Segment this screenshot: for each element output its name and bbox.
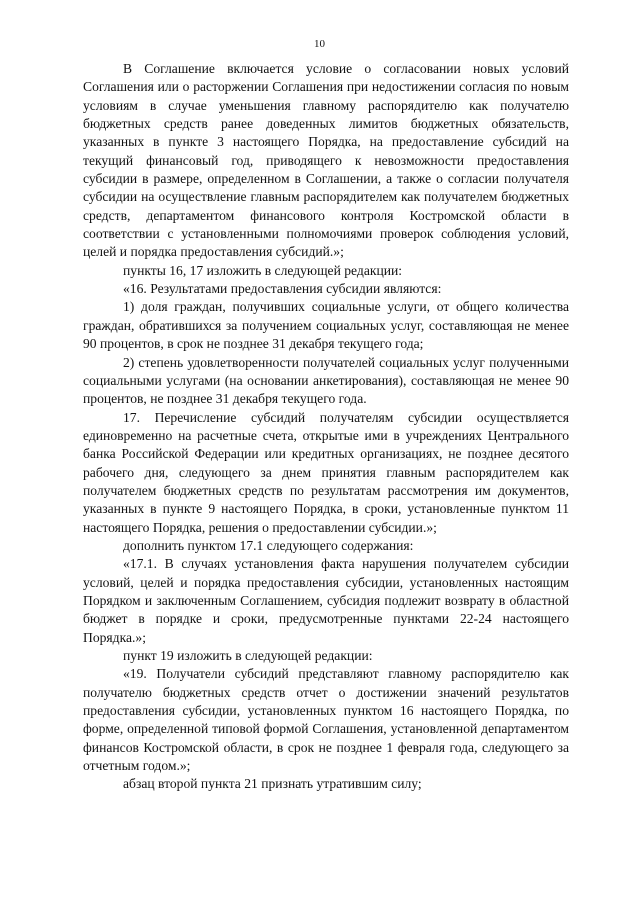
paragraph-agreement-condition: В Соглашение включается условие о согласовании новых условий Соглашения или о расторжении Соглашения при недостижении согласия по новым условиям в случае уменьшения главному распорядителю как получателю бюджетных средств ранее доведенных лимитов бюджетных обязательств, указанных в пункте 3 настоящего Порядка, на предоставление субсидий на текущий финансовый год, приводящего к невозможности предоставления субсидии в размере, определенном в Соглашении, а также о согласии получателя субсидии на осуществление главным распорядителем как получателем бюджетных средств, департаментом финансового контроля Костромской области в соответствии с установленными полномочиями проверок соблюдения условий, целей и порядка предоставления субсидий.»; bbox=[83, 61, 569, 260]
paragraph-item-21: абзац второй пункта 21 признать утратившим силу; bbox=[123, 776, 422, 792]
paragraph-item-16: «16. Результатами предоставления субсидии являются: bbox=[123, 281, 442, 297]
page-number: 10 bbox=[314, 38, 325, 50]
paragraph-amend-16-17: пункты 16, 17 изложить в следующей редакции: bbox=[123, 262, 403, 278]
paragraph-amend-19: пункт 19 изложить в следующей редакции: bbox=[123, 648, 373, 663]
paragraph-result-1: 1) доля граждан, получивших социальные услуги, от общего количества граждан, обратившихся за получением социальных услуг, составляющая не менее 90 процентов, в срок не позднее 31 декабря текущего года; bbox=[83, 299, 569, 352]
paragraph-item-17-1: «17.1. В случаях установления факта нарушения получателем субсидии условий, целей и порядка предоставления субсидии, установленных настоящим Порядком и заключенным Соглашением, субсидия подлежит возврату в областной бюджет в порядке и сроки, предусмотренные пунктами 22-24 настоящего Порядка.»; bbox=[83, 556, 569, 645]
paragraph-result-2: 2) степень удовлетворенности получателей социальных услуг полученными социальными услугами (на основании анкетирования), составляющая не менее 90 процентов, не позднее 31 декабря текущего года. bbox=[83, 354, 569, 407]
paragraph-add-17-1: дополнить пунктом 17.1 следующего содержания: bbox=[123, 537, 414, 553]
paragraph-item-19: «19. Получатели субсидий представляют главному распорядителю как получателю бюджетных средств отчет о достижении значений результатов предоставления субсидии, установленных пунктом 16 настоящего Порядка, по форме, определенной типовой формой Соглашения, установленной департаментом финансов Костромской области, в срок не позднее 1 февраля года, следующего за отчетным годом.»; bbox=[83, 666, 569, 774]
paragraph-item-17: 17. Перечисление субсидий получателям субсидии осуществляется единовременно на расчетные счета, открытые ими в учреждениях Центрального банка Российской Федерации или кредитных организациях, не позднее десятого рабочего дня, следующего за днем принятия главным распорядителем как получателем бюджетных средств по результатам рассмотрения им документов, указанных в пункте 9 настоящего Порядка, в сроки, установленные пунктом 11 настоящего Порядка, решения о предоставлении субсидии.»; bbox=[83, 409, 569, 535]
document-body bbox=[83, 60, 569, 794]
